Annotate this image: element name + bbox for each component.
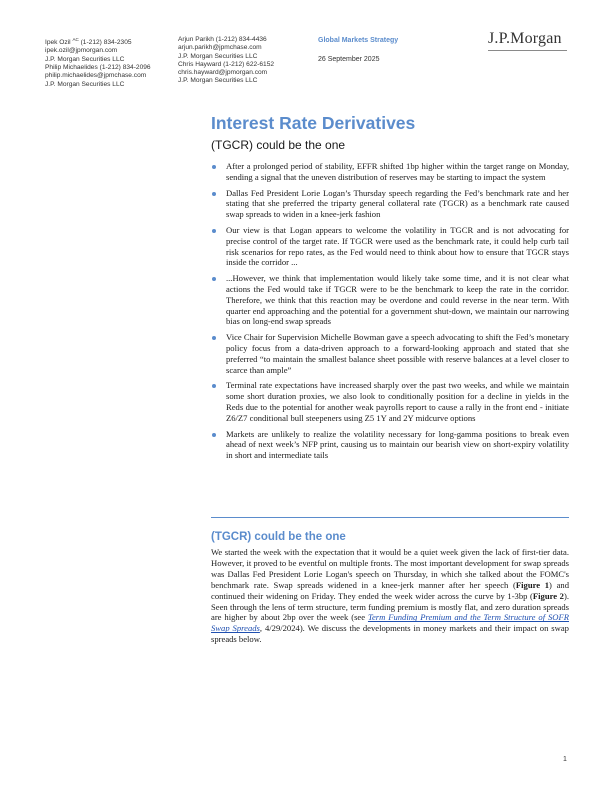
- summary-bullets: [211, 161, 569, 466]
- bullet-icon: [212, 336, 216, 340]
- summary-bullet: [211, 225, 569, 268]
- bullet-icon: [212, 192, 216, 196]
- author-line: [45, 36, 175, 47]
- report-title: Interest Rate Derivatives: [211, 113, 416, 133]
- summary-bullet: [211, 188, 569, 220]
- body-text: ). Seen through the lens of term structure, term funding premium is mostly flat, and zero duration spreads are higher by about 2bp over the week (see: [211, 590, 569, 623]
- figure-reference: Figure 2: [532, 590, 564, 601]
- body-text: ) and continued their widening on Friday. They ended the week wider across the curve by 1-3bp (: [211, 579, 569, 601]
- section-heading: (TGCR) could be the one: [211, 531, 346, 543]
- author-phone: (1-212) 834-4436: [215, 36, 267, 43]
- section-divider: [211, 517, 569, 518]
- author-phone: (1-212) 834-2305: [80, 39, 132, 47]
- bullet-icon: [212, 165, 216, 169]
- bullet-text: Markets are unlikely to realize the volatility necessary for long-gamma positions to break even ahead of next week’s NFP print, causing us to maintain our bearish view on short-expiry volatility in short and intermediate tails: [226, 428, 569, 461]
- author-email[interactable]: ipek.ozil@jpmorgan.com: [45, 47, 118, 55]
- summary-bullet: [211, 429, 569, 461]
- summary-bullet: [211, 380, 569, 423]
- bullet-icon: [212, 229, 216, 233]
- author-email[interactable]: arjun.parikh@jpmchase.com: [178, 44, 262, 52]
- author-name: Philip Michaelides: [45, 64, 98, 72]
- jpmorgan-logo: J.P.Morgan: [488, 30, 562, 47]
- bullet-text: Dallas Fed President Lorie Logan’s Thursday speech regarding the Fed’s benchmark rate and her stating that she preferred the triparty general collateral rate (TGCR) as a benchmark rate caused swap spreads to widen in a knee-jerk fashion: [226, 187, 569, 220]
- author-line: [45, 64, 175, 72]
- section-name: Global Markets Strategy: [318, 37, 399, 44]
- report-meta: [318, 36, 398, 63]
- body-text: , 4/29/2024). We discuss the developments in money markets and their impact on swap spreads below.: [211, 623, 569, 645]
- author-column-2: [178, 36, 318, 86]
- author-name: Ipek Ozil: [45, 39, 71, 47]
- author-firm: J.P. Morgan Securities LLC: [178, 77, 258, 85]
- author-line: [178, 36, 318, 44]
- bullet-text: Our view is that Logan appears to welcome the volatility in TGCR and is not advocating for precise control of the target rate. If TGCR were used as the benchmark rate, it could help curb tail risk scenarios for repo rates, as the Fed would need to think about how to ensure that TGCR stays inside the corridor ...: [226, 224, 569, 268]
- author-firm: J.P. Morgan Securities LLC: [45, 80, 125, 88]
- figure-reference: Figure 1: [515, 579, 550, 590]
- report-subtitle: (TGCR) could be the one: [211, 138, 346, 152]
- bullet-text: Terminal rate expectations have increased sharply over the past two weeks, and while we maintain some short duration proxies, we also look to conditionally position for a decline in yields in the Reds due to the potential for another weak payrolls report to cause a rally in the front end - initiate Z6/Z7 conditional bull steepeners using Z5 1Y and 2Y midcurve options: [226, 380, 569, 423]
- author-email[interactable]: philip.michaelides@jpmchase.com: [45, 72, 147, 80]
- author-phone: (1-212) 622-6152: [223, 60, 275, 68]
- author-column-1: [45, 36, 175, 89]
- author-firm: J.P. Morgan Securities LLC: [45, 55, 125, 63]
- summary-bullet: [211, 161, 569, 183]
- bullet-icon: [212, 433, 216, 437]
- author-line: [178, 61, 318, 69]
- body-text: We started the week with the expectation that it would be a quiet week given the lack of first-tier data. However, it proved to be eventful on multiple fronts. The most important development for swap spreads was Dallas Fed President Lorie Logan's speech on Thursday, in which she talked about the FOMC's benchmark rate. Swap spreads widened in a knee-jerk manner after her speech (: [211, 547, 569, 590]
- bullet-icon: [212, 277, 216, 281]
- body-paragraph: [211, 547, 569, 645]
- report-link[interactable]: Term Funding Premium and the Term Structure of SOFR Swap Spreads: [211, 612, 569, 634]
- author-phone: (1-212) 834-2096: [99, 64, 151, 72]
- bullet-text: ...However, we think that implementation would likely take some time, and it is not clear what actions the Fed would take if TGCR were to be the benchmark to keep the rate in the corridor. Therefore, we think that this reaction may be overdone and could reverse in the near term. With quarter end approaching and the potential for a government shut-down, we maintain our narrowing bias on long-end swap spreads: [226, 273, 569, 327]
- author-name: Arjun Parikh: [178, 36, 214, 43]
- bullet-icon: [212, 384, 216, 388]
- publication-date: 26 September 2025: [318, 56, 380, 63]
- bullet-text: Vice Chair for Supervision Michelle Bowman gave a speech advocating to shift the Fed’s monetary policy focus from a data-driven approach to a forward-looking approach and stated that she preferred “to maintain the smallest balance sheet possible with reserve balances at a level closer to scarce than ample”: [226, 332, 569, 375]
- author-name: Chris Hayward: [178, 60, 222, 68]
- bullet-text: After a prolonged period of stability, EFFR shifted 1bp higher within the target range on Monday, sending a signal that the uneven distribution of reserves may be starting to impact the system: [226, 161, 569, 182]
- summary-bullet: [211, 332, 569, 375]
- analyst-cert-mark: AC: [72, 37, 79, 42]
- author-firm: J.P. Morgan Securities LLC: [178, 52, 258, 60]
- logo-underline: [488, 50, 567, 51]
- page-number: 1: [563, 756, 567, 763]
- author-email[interactable]: chris.hayward@jpmorgan.com: [178, 69, 268, 77]
- summary-bullet: [211, 273, 569, 327]
